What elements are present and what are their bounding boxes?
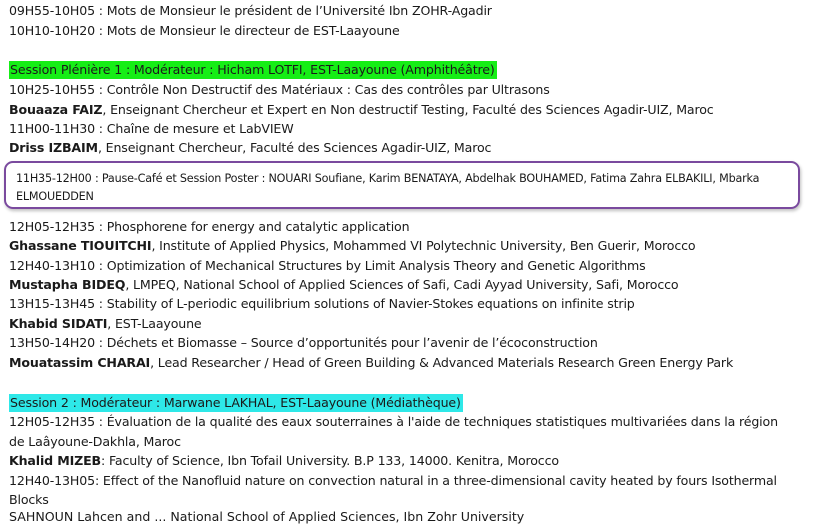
speaker-line <box>9 236 695 255</box>
speaker-name: Driss IZBAIM <box>9 140 98 155</box>
speaker-affiliation: , EST-Laayoune <box>107 316 202 331</box>
speaker-name: Khabid SIDATI <box>9 316 108 331</box>
talk-line <box>9 333 598 352</box>
speaker-affiliation: , Institute of Applied Physics, Mohammed VI Polytechnic University, Ben Guerir, Morocco <box>151 238 696 253</box>
speaker-affiliation: , Lead Researcher / Head of Green Building & Advanced Materials Research Green Energy Park <box>150 355 734 370</box>
talk-title: : Mots de Monsieur le directeur de EST-Laayoune <box>94 23 400 38</box>
talk-title: : Effect of the Nanofluid nature on convection natural in a three-dimensional cavity heated by fours Isothermal <box>94 473 777 488</box>
session1-header <box>9 60 497 79</box>
session2-header <box>9 393 463 412</box>
speaker-line <box>9 314 202 333</box>
talk-title: : Déchets et Biomasse – Source d’opportunités pour l’avenir de l’écoconstruction <box>94 335 598 350</box>
speaker-name: Bouaaza FAIZ <box>9 102 103 117</box>
time-slot: 10H25-10H55 <box>9 82 95 97</box>
time-slot: 13H50-14H20 <box>9 335 95 350</box>
talk-title: : Mots de Monsieur le président de l’Université Ibn ZOHR-Agadir <box>94 3 492 18</box>
time-slot: 12H05-12H35 <box>9 414 95 429</box>
speaker-affiliation: , Enseignant Chercheur, Faculté des Sciences Agadir-UIZ, Maroc <box>97 140 492 155</box>
speaker-name: Mouatassim CHARAI <box>9 355 151 370</box>
time-slot: 12H40-13H10 <box>9 258 95 273</box>
speaker-name: Ghassane TIOUITCHI <box>9 238 152 253</box>
talk-line <box>9 80 550 99</box>
time-slot: 12H05-12H35 <box>9 219 95 234</box>
talk-title: : Évaluation de la qualité des eaux souterraines à l'aide de techniques statistiques multivariées dans la région <box>94 414 778 429</box>
opening-item <box>9 21 400 40</box>
talk-line <box>9 471 777 490</box>
speaker-name: Khalid MIZEB <box>9 453 102 468</box>
pause-line-1: 11H35-12H00 : Pause-Café et Session Poster : NOUARI Soufiane, Karim BENATAYA, Abdelhak BOUHAMED, Fatima Zahra ELBAKILI, Mbarka <box>16 172 760 185</box>
talk-line <box>9 217 409 236</box>
speaker-name: Mustapha BIDEQ <box>9 277 126 292</box>
speaker-line <box>9 100 714 119</box>
opening-item <box>9 1 492 20</box>
time-slot: 10H10-10H20 <box>9 23 95 38</box>
session-header-highlight: Session 2 : Modérateur : Marwane LAKHAL, EST-Laayoune (Médiathèque) <box>10 395 461 410</box>
cut-off-speaker-line: SAHNOUN Lahcen and ... National School of Applied Sciences, Ibn Zohr University <box>9 509 525 524</box>
talk-line <box>9 412 778 431</box>
talk-title: : Contrôle Non Destructif des Matériaux : Cas des contrôles par Ultrasons <box>94 82 550 97</box>
talk-title: : Optimization of Mechanical Structures by Limit Analysis Theory and Genetic Algorithms <box>94 258 646 273</box>
pause-cafe-box <box>4 161 800 209</box>
time-slot: 09H55-10H05 <box>9 3 95 18</box>
time-slot: 13H15-13H45 <box>9 296 95 311</box>
talk-title-continued: Blocks <box>9 492 49 507</box>
talk-line <box>9 256 646 275</box>
session-header-highlight: Session Plénière 1 : Modérateur : Hicham LOTFI, EST-Laayoune (Amphithéâtre) <box>10 62 495 77</box>
time-slot: 11H00-11H30 <box>9 121 95 136</box>
time-slot: 12H40-13H05 <box>9 473 95 488</box>
talk-line <box>9 294 635 313</box>
talk-title: : Stability of L-periodic equilibrium solutions of Navier-Stokes equations on infinite strip <box>94 296 635 311</box>
speaker-affiliation: , LMPEQ, National School of Applied Sciences of Safi, Cadi Ayyad University, Safi, Morocco <box>125 277 679 292</box>
speaker-line <box>9 451 559 470</box>
talk-title: : Chaîne de mesure et LabVIEW <box>94 121 294 136</box>
pause-line-2: ELMOUEDDEN <box>16 190 94 203</box>
speaker-line <box>9 138 491 157</box>
talk-line <box>9 119 294 138</box>
speaker-affiliation: , Enseignant Chercheur et Expert en Non destructif Testing, Faculté des Sciences Agadir-UIZ, Maroc <box>102 102 714 117</box>
speaker-line <box>9 275 678 294</box>
speaker-line <box>9 353 733 372</box>
speaker-affiliation: : Faculty of Science, Ibn Tofail University. B.P 133, 14000. Kenitra, Morocco <box>101 453 559 468</box>
talk-title-continued: de Laâyoune-Dakhla, Maroc <box>9 434 181 449</box>
talk-title: : Phosphorene for energy and catalytic application <box>94 219 410 234</box>
